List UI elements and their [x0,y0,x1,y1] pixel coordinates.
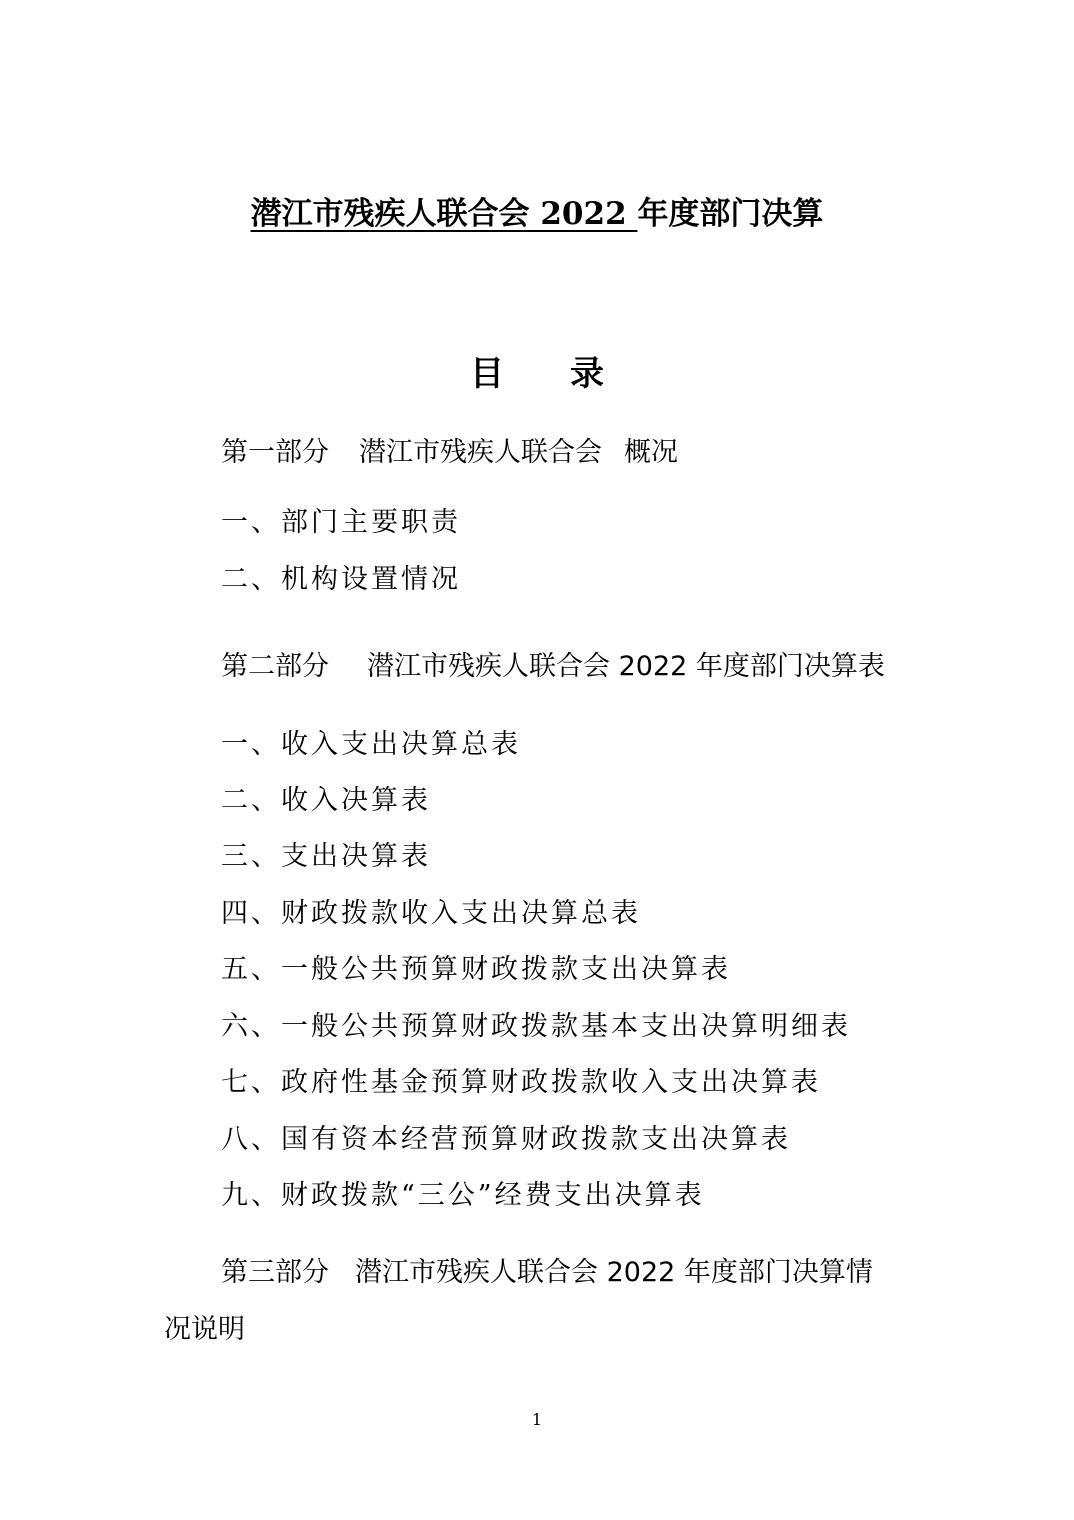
document-title [0,188,1074,233]
part2-heading [221,644,885,683]
part2-label: 第二部分 [221,651,329,682]
part2-item-6: 六、一般公共预算财政拨款基本支出决算明细表 [221,1011,851,1042]
part1-org: 潜江市残疾人联合会 [359,437,602,468]
part2-item-9: 九、财政拨款“三公”经费支出决算表 [221,1180,705,1211]
part2-title: 潜江市残疾人联合会 2022 年度部门决算表 [367,651,885,682]
page-number: 1 [531,1410,543,1429]
part3-label: 第三部分 [221,1257,329,1288]
part1-item-1: 一、部门主要职责 [221,507,461,538]
part3-title-line1: 潜江市残疾人联合会 2022 年度部门决算情 [355,1257,873,1288]
part2-item-5: 五、一般公共预算财政拨款支出决算表 [221,954,731,985]
part1-topic: 概况 [624,437,678,468]
part2-item-7: 七、政府性基金预算财政拨款收入支出决算表 [221,1067,821,1098]
document-title-underlined: 潜江市残疾人联合会 2022 [250,196,638,232]
part3-title-line2: 况说明 [164,1314,245,1345]
part3-heading [221,1250,873,1289]
part1-heading [221,430,678,469]
part1-item-2: 二、机构设置情况 [221,564,461,595]
part1-label: 第一部分 [221,437,329,468]
part2-item-4: 四、财政拨款收入支出决算总表 [221,898,641,929]
part2-item-3: 三、支出决算表 [221,841,431,872]
toc-heading [0,346,1074,395]
part2-item-2: 二、收入决算表 [221,785,431,816]
part2-item-1: 一、收入支出决算总表 [221,729,521,760]
document-title-rest: 年度部门决算 [637,196,824,232]
toc-heading-char-2: 录 [570,354,604,394]
part2-item-8: 八、国有资本经营预算财政拨款支出决算表 [221,1124,791,1155]
toc-heading-char-1: 目 [470,354,504,394]
